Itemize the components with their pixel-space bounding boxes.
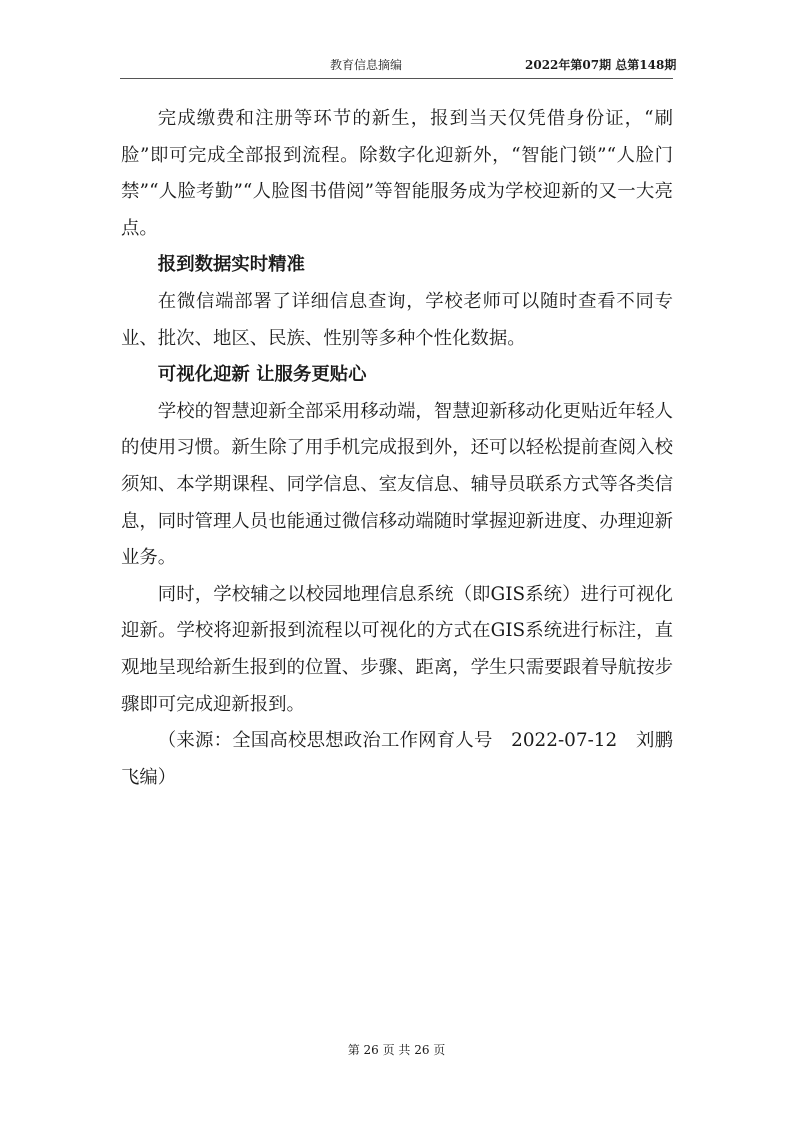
publication-name: 教育信息摘编 xyxy=(330,58,403,72)
source-citation: （来源：全国高校思想政治工作网育人号 2022-07-12 刘鹏飞编） xyxy=(121,730,673,788)
issue-number: 2022年第07期 总第148期 xyxy=(525,58,677,72)
paragraph: 同时，学校辅之以校园地理信息系统（即GIS系统）进行可视化迎新。学校将迎新报到流程以可视化的方式在GIS系统进行标注，直观地呈现给新生报到的位置、步骤、距离，学生只需要跟着导航按步骤即可完成迎新报到。 xyxy=(121,583,673,715)
article-body xyxy=(121,101,673,796)
section-heading: 可视化迎新 让服务更贴心 xyxy=(157,364,367,386)
paragraph: 在微信端部署了详细信息查询，学校老师可以随时查看不同专业、批次、地区、民族、性别等多种个性化数据。 xyxy=(121,290,673,349)
header-divider xyxy=(120,78,673,79)
page-header xyxy=(0,55,793,75)
page-number: 第 26 页 共 26 页 xyxy=(347,1043,446,1057)
page-footer xyxy=(0,1041,793,1059)
paragraph: 完成缴费和注册等环节的新生，报到当天仅凭借身份证，“刷脸”即可完成全部报到流程。除数字化迎新外，“智能门锁”“人脸门禁”“人脸考勤”“人脸图书借阅”等智能服务成为学校迎新的又一大亮点。 xyxy=(121,108,673,239)
paragraph: 学校的智慧迎新全部采用移动端，智慧迎新移动化更贴近年轻人的使用习惯。新生除了用手机完成报到外，还可以轻松提前查阅入校须知、本学期课程、同学信息、室友信息、辅导员联系方式等各类信息，同时管理人员也能通过微信移动端随时掌握迎新进度、办理迎新业务。 xyxy=(121,400,673,569)
section-heading: 报到数据实时精准 xyxy=(157,254,305,276)
